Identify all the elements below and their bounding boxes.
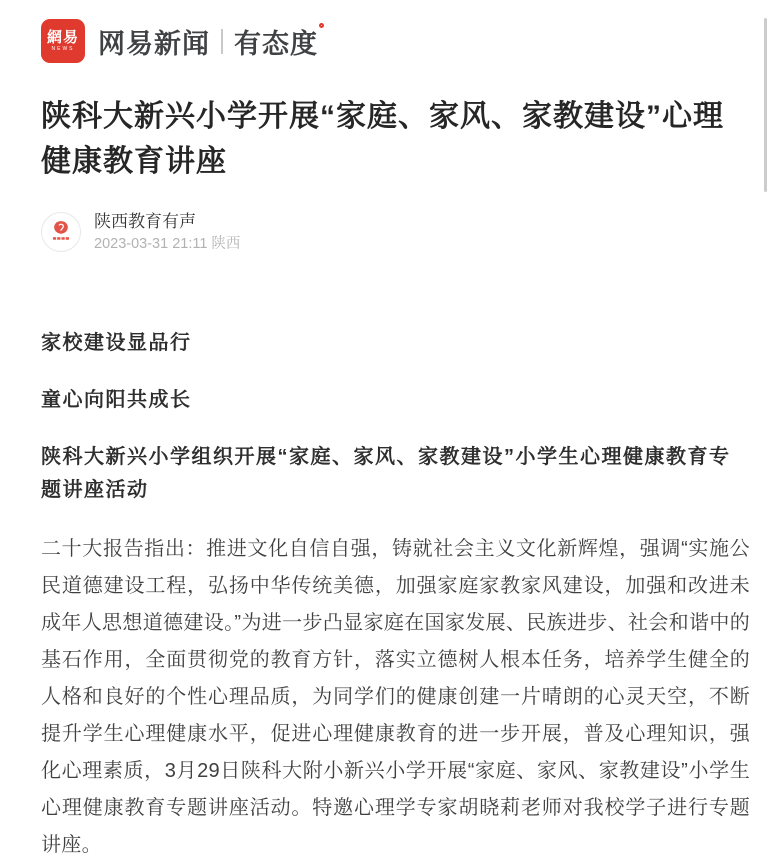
brand-divider [221, 29, 223, 54]
netease-logo-icon[interactable] [41, 19, 85, 63]
author-avatar[interactable] [41, 212, 81, 252]
author-row [41, 211, 750, 253]
site-header [41, 0, 750, 63]
author-texts [94, 211, 240, 254]
publish-meta: 2023-03-31 21:11 陕西 [94, 235, 241, 252]
slogan-text: 有态度 [234, 28, 318, 59]
avatar-logo-icon [42, 212, 80, 252]
article-paragraph: 二十大报告指出：推进文化自信自强，铸就社会主义文化新辉煌，强调“实施公民道德建设工程，弘扬中华传统美德，加强家庭家教家风建设，加强和改进未成年人思想道德建设。”为进一步凸显家庭在国家发展、民族进步、社会和谐中的基石作用，全面贯彻党的教育方针，落实立德树人根本任务，培养学生健全的人格和良好的个性心理品质，为同学们的健康创建一片晴朗的心灵天空，不断提升学生心理健康水平，促进心理健康教育的进一步开展，普及心理知识，强化心理素质，3月29日陕科大附小新兴小学开展“家庭、家风、家教建设”小学生心理健康教育专题讲座活动。特邀心理学专家胡晓莉老师对我校学子进行专题讲座。 [41, 538, 750, 856]
logo-cn-text: 網易 [46, 29, 79, 46]
site-brand[interactable]: 网易新闻 [98, 28, 210, 59]
article-title: 陕科大新兴小学开展“家庭、家风、家教建设”心理健康教育讲座 [41, 100, 724, 178]
article-body [41, 327, 750, 864]
site-slogan [234, 22, 324, 61]
subheading-1: 家校建设显品行 [41, 332, 192, 354]
logo-news-text: NEWS [51, 46, 75, 52]
scrollbar-thumb[interactable] [764, 18, 767, 192]
subheading-2: 童心向阳共成长 [41, 389, 192, 411]
trademark-ring-icon [319, 23, 324, 28]
subheading-3: 陕科大新兴小学组织开展“家庭、家风、家教建设”小学生心理健康教育专题讲座活动 [41, 446, 731, 501]
author-name[interactable]: 陕西教育有声 [94, 211, 196, 231]
